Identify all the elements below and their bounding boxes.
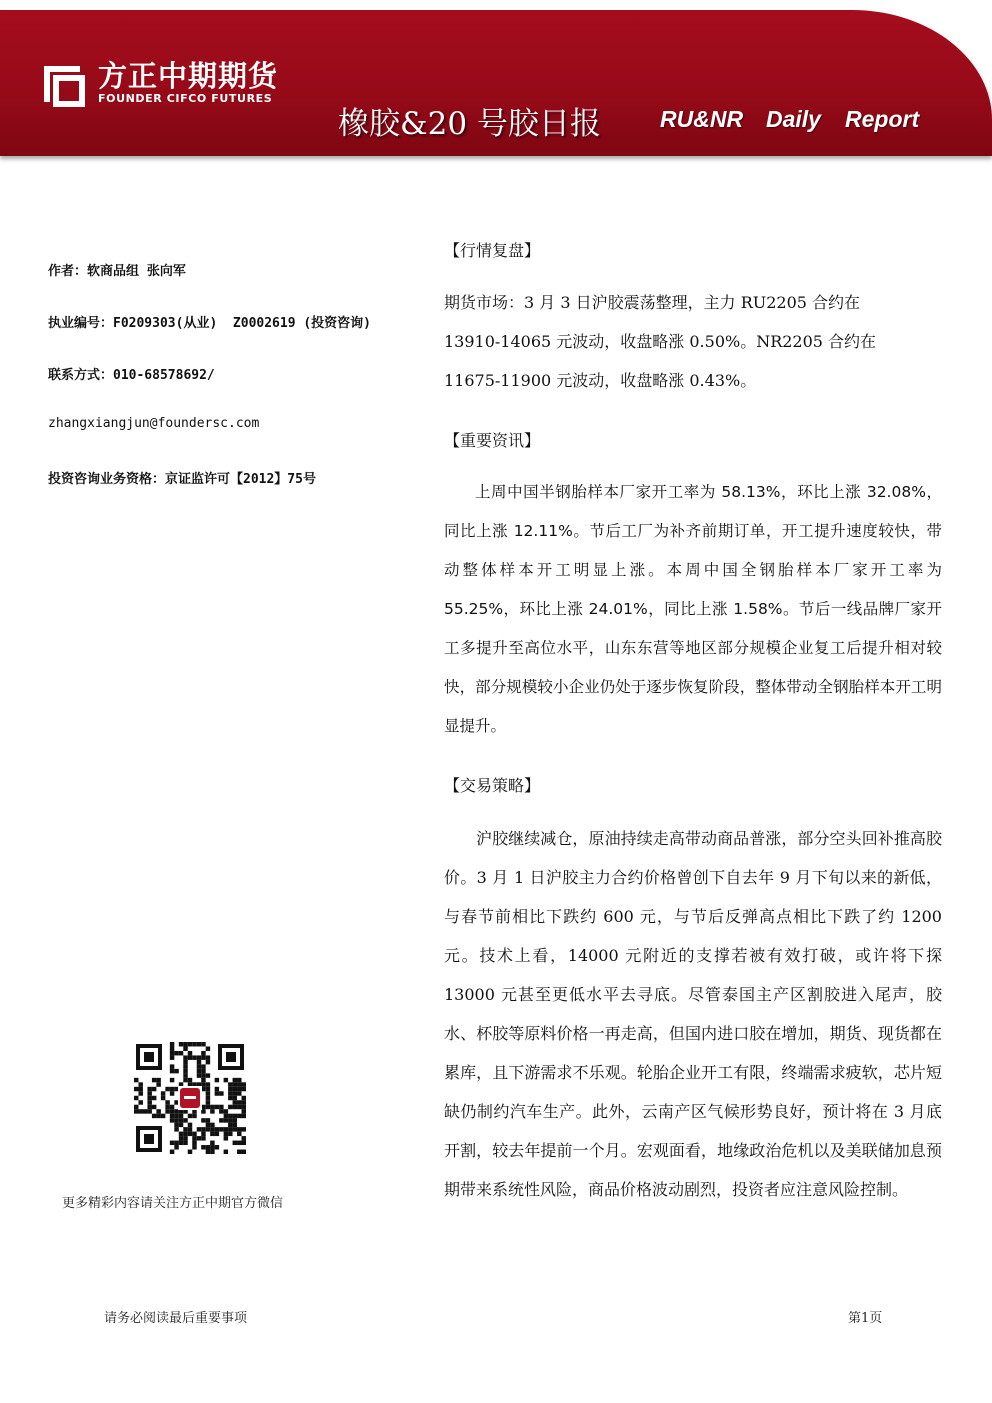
contact-email: zhangxiangjun@foundersc.com bbox=[48, 416, 260, 431]
strategy-body: 沪胶继续减仓，原油持续走高带动商品普涨，部分空头回补推高胶价。3 月 1 日沪胶主力合约价格曾创下自去年 9 月下旬以来的新低，与春节前相比下跌约 600 元，与节后反弹高点相比下跌了约 1200 元。技术上看，14000 元附近的支撑若被有效打破，或许将下探 13000 元甚至更低水平去寻底。尽管泰国主产区割胶进入尾声，胶水、杯胶等原料价格一再走高，但国内进口胶在增加，期货、现货都在累库，且下游需求不乐观。轮胎企业开工有限，终端需求疲软，芯片短缺仍制约汽车生产。此外，云南产区气候形势良好，预计将在 3 月底开割，较去年提前一个月。宏观面看，地缘政治危机以及美联储加息预期带来系统性风险，商品价格波动剧烈，投资者应注意风险控制。 bbox=[444, 829, 942, 1199]
author-info: 作者：软商品组 张向军 bbox=[48, 264, 186, 279]
qr-caption: 更多精彩内容请关注方正中期官方微信 bbox=[62, 1196, 284, 1211]
company-name-en: FOUNDER CIFCO FUTURES bbox=[98, 92, 273, 105]
section-title-news: 【重要资讯】 bbox=[444, 431, 541, 450]
report-title-en-3: Report bbox=[845, 106, 920, 132]
section-title-strategy: 【交易策略】 bbox=[444, 776, 541, 795]
market-review-line: 11675-11900 元波动，收盘略涨 0.43%。 bbox=[444, 371, 757, 390]
header-banner bbox=[0, 10, 992, 156]
market-review-line: 期货市场：3 月 3 日沪胶震荡整理，主力 RU2205 合约在 bbox=[444, 293, 861, 312]
wechat-qr-code bbox=[134, 1042, 246, 1154]
market-review-line: 13910-14065 元波动，收盘略涨 0.50%。NR2205 合约在 bbox=[444, 332, 877, 351]
founder-logo-icon bbox=[40, 62, 86, 108]
section-title-market-review: 【行情复盘】 bbox=[444, 241, 541, 260]
footer-disclaimer: 请务必阅读最后重要事项 bbox=[104, 1311, 248, 1326]
contact-phone: 联系方式：010-68578692/ bbox=[48, 368, 215, 383]
company-name-cn: 方正中期期货 bbox=[98, 59, 279, 93]
report-title-cn: 橡胶&20 号胶日报 bbox=[338, 106, 601, 142]
report-title-en-1: RU&NR bbox=[660, 106, 744, 132]
license-number: 执业编号：F0209303(从业) Z0002619 (投资咨询) bbox=[48, 316, 372, 331]
market-review-body bbox=[444, 283, 942, 400]
news-body: 上周中国半钢胎样本厂家开工率为 58.13%，环比上涨 32.08%，同比上涨 12.11%。节后工厂为补齐前期订单，开工提升速度较快，带动整体样本开工明显上涨。本周中国全钢胎样本厂家开工率为 55.25%，环比上涨 24.01%，同比上涨 1.58%。节后一线品牌厂家开工多提升至高位水平，山东东营等地区部分规模企业复工后提升相对较快，部分规模较小企业仍处于逐步恢复阶段，整体带动全钢胎样本开工明显提升。 bbox=[444, 483, 942, 735]
qualification-license: 投资咨询业务资格：京证监许可【2012】75号 bbox=[48, 472, 316, 487]
page-number: 第1页 bbox=[848, 1311, 883, 1326]
report-title-en-2: Daily bbox=[766, 106, 821, 132]
